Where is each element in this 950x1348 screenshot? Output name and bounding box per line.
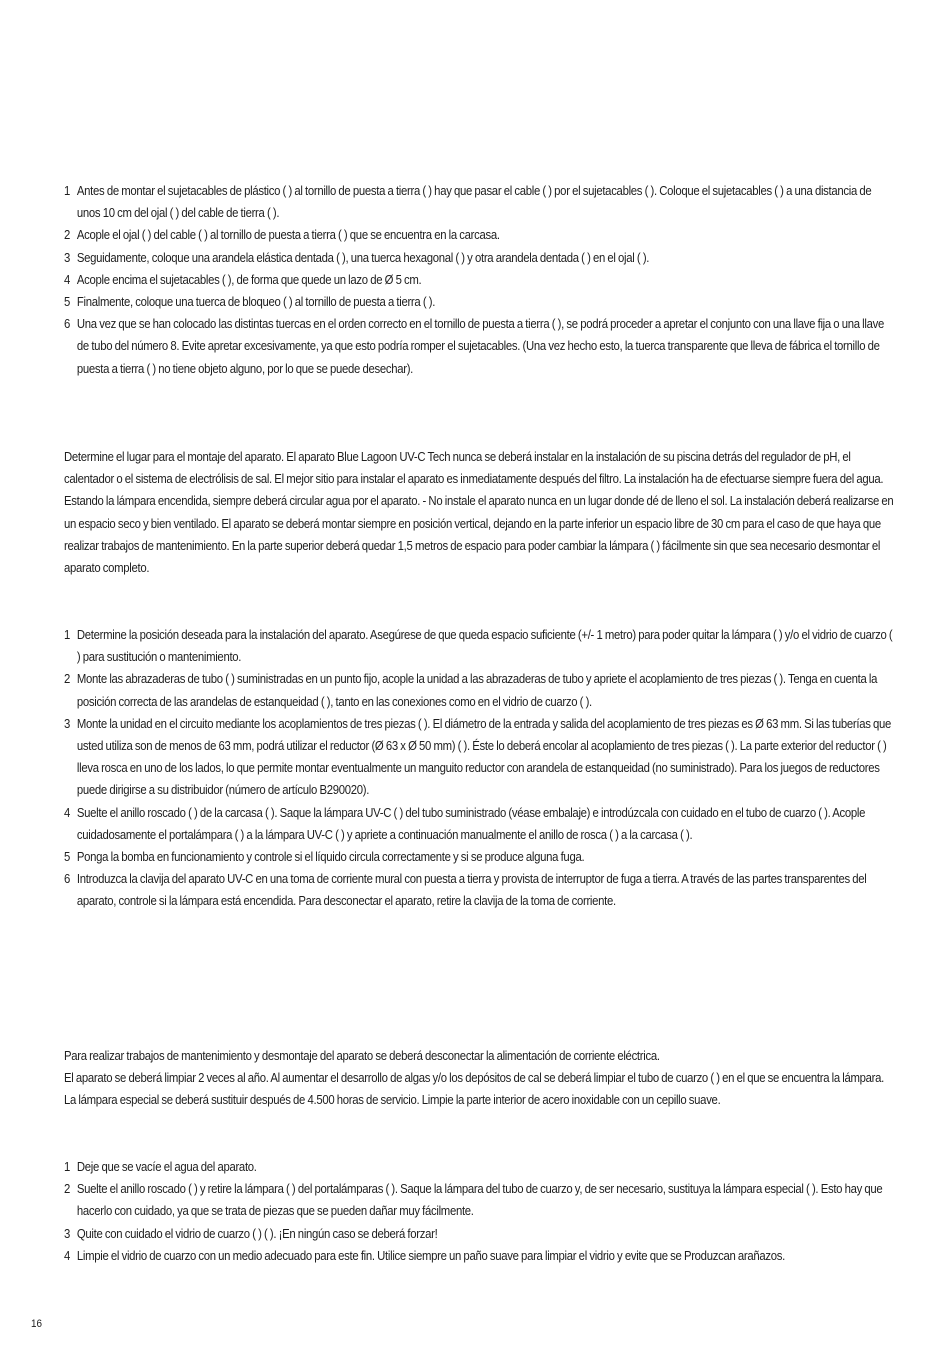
list-item [64,1223,896,1245]
step-number: 4 [64,804,71,820]
step-number: 3 [64,715,71,731]
maintenance-intro-line-1: Para realizar trabajos de mantenimiento y desmontaje del aparato se deberá desconectar la alimentación de corriente eléctrica. [64,1048,660,1063]
page-number: 16 [31,1318,43,1330]
step-number: 2 [64,227,71,243]
step-text: Suelte el anillo roscado ( ) y retire la lámpara ( ) del portalámparas ( ). Saque la lámpara del tubo de cuarzo y, de ser necesario, sustituya la lámpara especial ( ). Esto hay que hacerlo con cuidado, ya que se trata de piezas que se pueden dañar muy fácilmente. [76,1181,883,1219]
list-item [64,313,896,380]
step-text: Finalmente, coloque una tuerca de bloqueo ( ) al tornillo de puesta a tierra ( ). [76,294,436,310]
step-text: Acople el ojal ( ) del cable ( ) al tornillo de puesta a tierra ( ) que se encuentra en la carcasa. [76,227,500,243]
list-item [64,846,896,868]
step-number: 3 [64,249,71,265]
list-item [64,180,896,224]
list-item [64,713,896,802]
step-text: Seguidamente, coloque una arandela elástica dentada ( ), una tuerca hexagonal ( ) y otra arandela dentada ( ) en el ojal ( ). [76,249,650,265]
list-item [64,1245,896,1267]
step-number: 2 [64,671,71,687]
step-text: Acople encima el sujetacables ( ), de forma que quede un lazo de Ø 5 cm. [76,271,422,287]
step-text: Una vez que se han colocado las distintas tuercas en el orden correcto en el tornillo de puesta a tierra ( ), se podrá proceder a apretar el conjunto con una llave fija o una llave de tubo del número 8. Evite apretar excesivamente, ya que esto podría romper el sujetacables. (Una vez hecho esto, la tuerca transparente que lleva de fábrica el tornillo de puesta a tierra ( ) no tiene objeto alguno, por lo que se puede desechar). [76,316,884,376]
step-number: 2 [64,1181,71,1197]
step-number: 1 [64,183,71,198]
step-text: Monte las abrazaderas de tubo ( ) suministradas en un punto fijo, acople la unidad a las abrazaderas de tubo y apriete el acoplamiento de tres piezas ( ). Tenga en cuenta la posición correcta de las arandelas de estanqueidad ( ), tanto en las conexiones como en el vidrio de cuarzo ( ). [76,671,878,709]
maintenance-intro [64,1045,896,1112]
step-text: Limpie el vidrio de cuarzo con un medio adecuado para este fin. Utilice siempre un paño suave para limpiar el vidrio y evite que se Produzcan arañazos. [76,1247,785,1263]
step-number: 1 [64,1159,71,1174]
step-text: Monte la unidad en el circuito mediante los acoplamientos de tres piezas ( ). El diámetro de la entrada y salida del acoplamiento de tres piezas es Ø 63 mm. Si las tuberías que usted utiliza son de menos de 63 mm, podrá utilizar el reductor (Ø 63 x Ø 50 mm) ( ). Éste lo deberá encolar al acoplamiento de tres piezas ( ). La parte exterior del reductor ( ) lleva rosca en uno de los lados, lo que permite montar eventualmente un manguito reductor con arandela de estanqueidad (no suministrado). Para los juegos de reductores puede dirigirse a su distribuidor (número de artículo B290020). [76,715,892,798]
list-item [64,1156,896,1178]
list-item [64,868,896,912]
mounting-intro-paragraph: Determine el lugar para el montaje del aparato. El aparato Blue Lagoon UV-C Tech nunca se deberá instalar en la instalación de su piscina detrás del regulador de pH, el calentador o el sistema de electrólisis de sal. El mejor sitio para instalar el aparato es inmediatamente después del filtro. La instalación ha de efectuarse siempre fuera del agua. Estando la lámpara encendida, siempre deberá circular agua por el aparato. - No instale el aparato nunca en un lugar donde dé de lleno el sol. La instalación deberá realizarse en un espacio seco y bien ventilado. El aparato se deberá montar siempre en posición vertical, dejando en la parte inferior un espacio libre de 30 cm para el caso de que haya que realizar trabajos de mantenimiento. En la parte superior deberá quedar 1,5 metros de espacio para poder cambiar la lámpara ( ) fácilmente sin que sea necesario desmontar el aparato completo. [64,449,894,576]
grounding-steps-list [64,180,896,380]
list-item [64,247,896,269]
step-number: 1 [64,627,71,642]
list-item [64,668,896,712]
step-number: 5 [64,294,71,310]
step-number: 4 [64,1247,71,1263]
list-item [64,624,896,668]
step-text: Deje que se vacíe el agua del aparato. [76,1159,257,1174]
step-text: Ponga la bomba en funcionamiento y controle si el líquido circula correctamente y si se produce alguna fuga. [76,849,585,865]
step-text: Introduzca la clavija del aparato UV-C en una toma de corriente mural con puesta a tierra y provista de interruptor de fuga a tierra. A través de las partes transparentes del aparato, controle si la lámpara está encendida. Para desconectar el aparato, retire la clavija de la toma de corriente. [76,871,867,909]
list-item [64,802,896,846]
list-item [64,1178,896,1222]
maintenance-steps-list [64,1156,896,1267]
step-number: 6 [64,316,71,332]
mounting-intro [64,446,896,579]
step-text: Quite con cuidado el vidrio de cuarzo ( ) ( ). ¡En ningún caso se deberá forzar! [76,1225,438,1241]
step-text: Determine la posición deseada para la instalación del aparato. Asegúrese de que queda espacio suficiente (+/- 1 metro) para poder quitar la lámpara ( ) y/o el vidrio de cuarzo ( ) para sustitución o mantenimiento. [76,627,893,665]
list-item [64,224,896,246]
step-number: 3 [64,1225,71,1241]
step-text: Antes de montar el sujetacables de plástico ( ) al tornillo de puesta a tierra ( ) hay que pasar el cable ( ) por el sujetacables ( ). Coloque el sujetacables ( ) a una distancia de unos 10 cm del ojal ( ) del cable de tierra ( ). [76,183,872,221]
step-number: 6 [64,871,71,887]
step-text: Suelte el anillo roscado ( ) de la carcasa ( ). Saque la lámpara UV-C ( ) del tubo suministrado (véase embalaje) e introdúzcala con cuidado en el tubo de cuarzo ( ). Acople cuidadosamente el portalámpara ( ) a la lámpara UV-C ( ) y apriete a continuación manualmente el anillo de rosca ( ) a la carcasa ( ). [76,804,866,842]
maintenance-intro-line-2: El aparato se deberá limpiar 2 veces al año. Al aumentar el desarrollo de algas y/o los depósitos de cal se deberá limpiar el tubo de cuarzo ( ) en el que se encuentra la lámpara. La lámpara especial se deberá sustituir después de 4.500 horas de servicio. Limpie la parte interior de acero inoxidable con un cepillo suave. [64,1070,884,1108]
step-number: 4 [64,271,71,287]
list-item [64,269,896,291]
list-item [64,291,896,313]
mounting-steps-list [64,624,896,913]
step-number: 5 [64,849,71,865]
